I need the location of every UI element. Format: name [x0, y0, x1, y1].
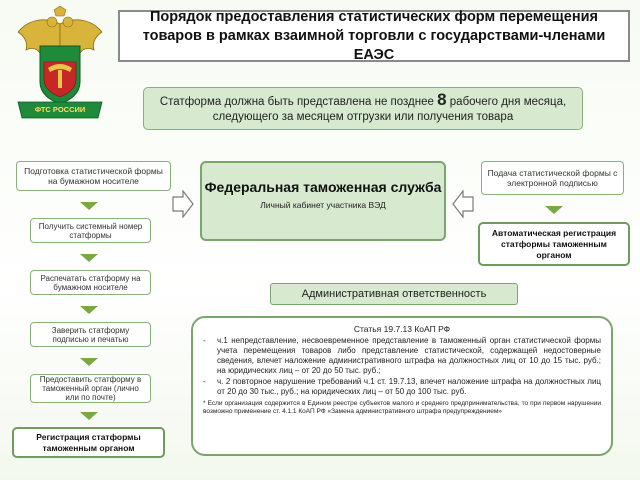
- left-step-sign-stamp: Заверить статформу подписью и печатью: [30, 322, 151, 347]
- deadline-text-before: Статформа должна быть представлена не позднее: [159, 96, 438, 108]
- customs-emblem: [14, 6, 106, 128]
- law-item-text: ч.1 непредставление, несвоевременное представление в таможенный орган статистической формы учета перемещения товаров либо представление статистической, содержащей недостоверные сведения, влечет наложение административного штрафа на должностных лиц от 10 до 15 тыс. руб.; на юридических лиц – от 20 до 50 тыс. руб.;: [217, 336, 601, 375]
- right-final-auto-registration: Автоматическая регистрация статформы таможенным органом: [478, 222, 630, 266]
- fts-title: Федеральная таможенная служба: [204, 179, 442, 195]
- emblem-ribbon-text: ФТС РОССИИ: [34, 105, 86, 114]
- law-item-part1: - ч.1 непредставление, несвоевременное представление в таможенный орган статистической формы учета перемещения товаров либо представление статистической, содержащей недостоверные сведения, влечет наложение административного штрафа на должностных лиц от 10 до 15 тыс. руб.; на юридических лиц – от 20 до 50 тыс. руб.;: [203, 336, 601, 375]
- arrow-down-icon: [80, 202, 98, 210]
- fts-subtitle: Личный кабинет участника ВЭД: [260, 200, 386, 210]
- law-article-box: [191, 316, 613, 456]
- left-step-prepare-paper: Подготовка статистической формы на бумажном носителе: [16, 161, 171, 191]
- law-item-text: ч. 2 повторное нарушение требований ч.1 ст. 19.7.13, влечет наложение штрафа на должностных лиц от 20 до 30 тыс., руб.; на юридических лиц – от 50 до 100 тыс. руб.: [217, 377, 601, 396]
- admin-responsibility-label: Административная ответственность: [270, 283, 518, 305]
- left-step-print: Распечатать статформу на бумажном носителе: [30, 270, 151, 295]
- law-footnote: * Если организация содержится в Едином реестре субъектов малого и среднего предпринимательства, то при первом нарушении возможно применение ст. 4.1.1 КоАП РФ «Замена административного штрафа предупреждением»: [203, 400, 601, 415]
- deadline-day-number: 8: [437, 90, 447, 109]
- slide-title: Порядок предоставления статистических форм перемещения товаров в рамках взаимной торговли с государствами-членами ЕАЭС: [118, 10, 630, 62]
- right-step-electronic-submit: Подача статистической формы с электронной подписью: [481, 161, 624, 195]
- law-heading: Статья 19.7.13 КоАП РФ: [353, 324, 451, 334]
- arrow-right-icon: [172, 190, 194, 218]
- arrow-down-icon: [80, 358, 98, 366]
- deadline-text-after: рабочего дня месяца,: [446, 96, 567, 108]
- left-step-get-number: Получить системный номер статформы: [30, 218, 151, 243]
- deadline-notice: [143, 87, 583, 130]
- arrow-down-icon: [545, 206, 563, 214]
- arrow-left-icon: [452, 190, 474, 218]
- deadline-text-line2: следующего за месяцем отгрузки или получения товара: [212, 111, 514, 123]
- arrow-down-icon: [80, 412, 98, 420]
- arrow-down-icon: [80, 306, 98, 314]
- law-item-part2: - ч. 2 повторное нарушение требований ч.1 ст. 19.7.13, влечет наложение штрафа на должностных лиц от 20 до 30 тыс., руб.; на юридических лиц – от 50 до 100 тыс. руб.: [203, 377, 601, 396]
- left-step-submit-office: Предоставить статформу в таможенный орган (лично или по почте): [30, 374, 151, 403]
- left-final-registration: Регистрация статформы таможенным органом: [12, 427, 165, 458]
- fts-personal-account: [200, 161, 446, 241]
- arrow-down-icon: [80, 254, 98, 262]
